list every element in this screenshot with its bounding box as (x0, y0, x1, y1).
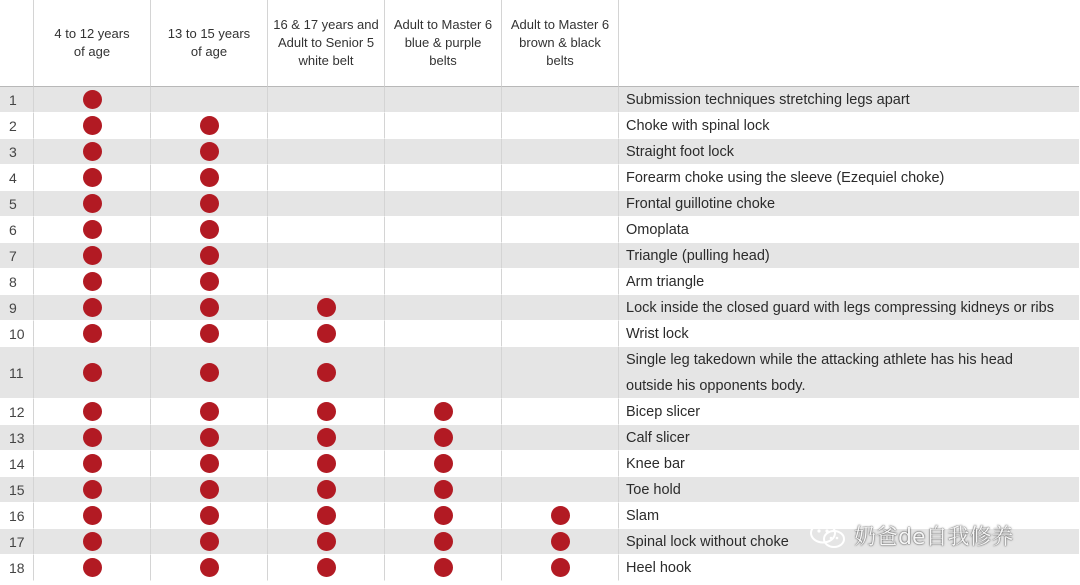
mark-cell (268, 191, 385, 217)
technique-cell (619, 425, 1079, 451)
mark-cell (385, 399, 502, 425)
mark-cell (151, 269, 268, 295)
prohibited-dot (83, 298, 102, 317)
prohibited-dot (200, 532, 219, 551)
technique-cell (619, 243, 1079, 269)
mark-cell (268, 503, 385, 529)
prohibited-dot (83, 116, 102, 135)
header-line: brown & black (519, 35, 601, 50)
mark-cell (385, 347, 502, 399)
prohibited-dot (317, 428, 336, 447)
prohibited-dot (83, 324, 102, 343)
prohibited-dot (83, 506, 102, 525)
prohibited-dot (434, 428, 453, 447)
mark-cell (34, 529, 151, 555)
mark-cell (385, 425, 502, 451)
mark-cell (268, 529, 385, 555)
mark-cell (385, 139, 502, 165)
mark-cell (502, 165, 619, 191)
prohibited-dot (83, 142, 102, 161)
mark-cell (385, 451, 502, 477)
row-number: 12 (0, 399, 34, 425)
technique-name: Lock inside the closed guard with legs compressing kidneys or ribs (626, 299, 1054, 316)
mark-cell (385, 477, 502, 503)
mark-cell (268, 399, 385, 425)
mark-cell (34, 503, 151, 529)
prohibited-dot (200, 506, 219, 525)
technique-name: Wrist lock (626, 325, 689, 342)
prohibited-dot (83, 558, 102, 577)
row-number: 1 (0, 87, 34, 113)
mark-cell (385, 529, 502, 555)
header-line: of age (73, 44, 111, 59)
technique-name: Bicep slicer (626, 403, 701, 420)
technique-cell (619, 399, 1079, 425)
mark-cell (385, 295, 502, 321)
prohibited-dot (200, 194, 219, 213)
header-line: Adult to Master 6 (393, 17, 493, 32)
row-number: 17 (0, 529, 34, 555)
technique-cell (619, 191, 1079, 217)
technique-name: Straight foot lock (626, 143, 734, 160)
technique-cell (619, 451, 1079, 477)
row-number: 8 (0, 269, 34, 295)
prohibited-dot (200, 142, 219, 161)
technique-name: Frontal guillotine choke (626, 195, 776, 212)
prohibited-dot (200, 246, 219, 265)
mark-cell (151, 529, 268, 555)
prohibited-dot (317, 532, 336, 551)
row-number: 10 (0, 321, 34, 347)
mark-cell (385, 243, 502, 269)
prohibited-dot (317, 454, 336, 473)
mark-cell (34, 191, 151, 217)
mark-cell (34, 425, 151, 451)
technique-cell (619, 321, 1079, 347)
mark-cell (34, 165, 151, 191)
prohibited-dot (551, 506, 570, 525)
technique-name: Single leg takedown while the attacking athlete has his head (626, 351, 1013, 368)
technique-name: outside his opponents body. (626, 377, 806, 394)
mark-cell (151, 113, 268, 139)
prohibited-dot (200, 116, 219, 135)
prohibited-dot (317, 558, 336, 577)
row-number: 9 (0, 295, 34, 321)
mark-cell (268, 555, 385, 581)
header-line: Adult to Senior 5 (277, 35, 375, 50)
header-technique (619, 0, 1079, 87)
mark-cell (502, 451, 619, 477)
prohibited-dot (551, 558, 570, 577)
technique-cell (619, 217, 1079, 243)
technique-cell (619, 165, 1079, 191)
mark-cell (34, 399, 151, 425)
technique-name: Slam (626, 507, 660, 524)
mark-cell (385, 217, 502, 243)
prohibited-dot (317, 298, 336, 317)
mark-cell (151, 295, 268, 321)
row-number: 4 (0, 165, 34, 191)
mark-cell (502, 399, 619, 425)
mark-cell (34, 113, 151, 139)
wechat-icon (808, 521, 848, 551)
prohibited-dot (317, 402, 336, 421)
technique-name: Choke with spinal lock (626, 117, 770, 134)
header-blue-purple (385, 0, 502, 87)
mark-cell (268, 321, 385, 347)
mark-cell (151, 451, 268, 477)
header-line: 4 to 12 years (54, 26, 130, 41)
prohibited-dot (83, 454, 102, 473)
mark-cell (151, 321, 268, 347)
mark-cell (151, 399, 268, 425)
row-number: 2 (0, 113, 34, 139)
mark-cell (385, 87, 502, 113)
technique-cell (619, 87, 1079, 113)
row-number: 7 (0, 243, 34, 269)
header-brown-black (502, 0, 619, 87)
mark-cell (268, 477, 385, 503)
mark-cell (268, 165, 385, 191)
watermark-text: 奶爸de自我修养 (854, 525, 1014, 550)
prohibited-dot (83, 363, 102, 382)
header-white-belt (268, 0, 385, 87)
prohibited-dot (434, 480, 453, 499)
header-line: 16 & 17 years and (273, 17, 379, 32)
mark-cell (502, 113, 619, 139)
prohibited-dot (317, 324, 336, 343)
mark-cell (151, 347, 268, 399)
row-number: 3 (0, 139, 34, 165)
prohibited-dot (200, 363, 219, 382)
mark-cell (385, 191, 502, 217)
prohibited-dot (200, 558, 219, 577)
prohibited-dot (200, 402, 219, 421)
mark-cell (151, 503, 268, 529)
technique-name: Forearm choke using the sleeve (Ezequiel choke) (626, 169, 945, 186)
mark-cell (34, 347, 151, 399)
header-age-4-12 (34, 0, 151, 87)
mark-cell (268, 451, 385, 477)
mark-cell (151, 425, 268, 451)
technique-cell (619, 477, 1079, 503)
prohibited-dot (200, 298, 219, 317)
header-line: belts (429, 53, 457, 68)
mark-cell (151, 191, 268, 217)
mark-cell (34, 321, 151, 347)
row-number: 16 (0, 503, 34, 529)
row-number: 13 (0, 425, 34, 451)
technique-cell (619, 139, 1079, 165)
header-line: Adult to Master 6 (510, 17, 610, 32)
mark-cell (502, 243, 619, 269)
prohibited-dot (83, 194, 102, 213)
mark-cell (34, 451, 151, 477)
prohibited-dot (83, 402, 102, 421)
technique-name: Toe hold (626, 481, 681, 498)
watermark (808, 520, 1014, 551)
mark-cell (502, 217, 619, 243)
technique-name: Calf slicer (626, 429, 690, 446)
mark-cell (34, 217, 151, 243)
prohibited-dot (83, 90, 102, 109)
mark-cell (268, 295, 385, 321)
mark-cell (268, 425, 385, 451)
technique-name: Heel hook (626, 559, 692, 576)
mark-cell (151, 243, 268, 269)
mark-cell (268, 113, 385, 139)
mark-cell (151, 139, 268, 165)
technique-name: Submission techniques stretching legs apart (626, 91, 910, 108)
prohibited-dot (83, 168, 102, 187)
mark-cell (34, 139, 151, 165)
prohibited-dot (83, 272, 102, 291)
prohibited-dot (200, 454, 219, 473)
mark-cell (268, 87, 385, 113)
mark-cell (268, 269, 385, 295)
mark-cell (34, 87, 151, 113)
mark-cell (502, 347, 619, 399)
technique-cell (619, 347, 1079, 399)
mark-cell (34, 477, 151, 503)
mark-cell (502, 191, 619, 217)
mark-cell (502, 295, 619, 321)
header-line: 13 to 15 years (167, 26, 251, 41)
prohibited-dot (83, 480, 102, 499)
mark-cell (385, 555, 502, 581)
prohibited-dot (200, 324, 219, 343)
row-number: 5 (0, 191, 34, 217)
prohibited-dot (200, 168, 219, 187)
technique-name: Omoplata (626, 221, 689, 238)
prohibited-dot (434, 402, 453, 421)
mark-cell (151, 217, 268, 243)
technique-cell (619, 113, 1079, 139)
technique-cell (619, 295, 1079, 321)
mark-cell (268, 243, 385, 269)
technique-name: Knee bar (626, 455, 685, 472)
technique-name: Spinal lock without choke (626, 533, 789, 550)
header-line: belts (546, 53, 574, 68)
mark-cell (151, 87, 268, 113)
header-corner (0, 0, 34, 87)
prohibited-dot (83, 246, 102, 265)
row-number: 14 (0, 451, 34, 477)
mark-cell (385, 165, 502, 191)
prohibited-dot (200, 480, 219, 499)
technique-cell (619, 555, 1079, 581)
prohibited-dot (83, 220, 102, 239)
mark-cell (268, 347, 385, 399)
technique-name: Arm triangle (626, 273, 705, 290)
mark-cell (502, 269, 619, 295)
prohibited-dot (317, 363, 336, 382)
mark-cell (34, 295, 151, 321)
header-line: white belt (298, 53, 354, 68)
prohibited-dot (200, 272, 219, 291)
prohibited-dot (200, 428, 219, 447)
prohibited-dot (317, 480, 336, 499)
row-number: 11 (0, 347, 34, 399)
mark-cell (385, 503, 502, 529)
prohibited-dot (83, 532, 102, 551)
mark-cell (385, 113, 502, 139)
mark-cell (502, 477, 619, 503)
mark-cell (151, 477, 268, 503)
mark-cell (502, 139, 619, 165)
mark-cell (34, 269, 151, 295)
mark-cell (151, 555, 268, 581)
row-number: 18 (0, 555, 34, 581)
prohibited-dot (434, 506, 453, 525)
prohibited-dot (434, 532, 453, 551)
mark-cell (34, 243, 151, 269)
prohibited-dot (551, 532, 570, 551)
technique-cell (619, 269, 1079, 295)
header-line: of age (190, 44, 228, 59)
prohibited-dot (317, 506, 336, 525)
mark-cell (268, 217, 385, 243)
prohibited-dot (434, 558, 453, 577)
header-age-13-15 (151, 0, 268, 87)
prohibited-dot (434, 454, 453, 473)
mark-cell (385, 321, 502, 347)
technique-name: Triangle (pulling head) (626, 247, 770, 264)
header-line: blue & purple (404, 35, 482, 50)
mark-cell (502, 87, 619, 113)
mark-cell (385, 269, 502, 295)
prohibited-dot (200, 220, 219, 239)
mark-cell (151, 165, 268, 191)
mark-cell (502, 503, 619, 529)
mark-cell (502, 425, 619, 451)
row-number: 6 (0, 217, 34, 243)
mark-cell (502, 529, 619, 555)
row-number: 15 (0, 477, 34, 503)
mark-cell (502, 555, 619, 581)
mark-cell (34, 555, 151, 581)
mark-cell (502, 321, 619, 347)
prohibited-dot (83, 428, 102, 447)
mark-cell (268, 139, 385, 165)
